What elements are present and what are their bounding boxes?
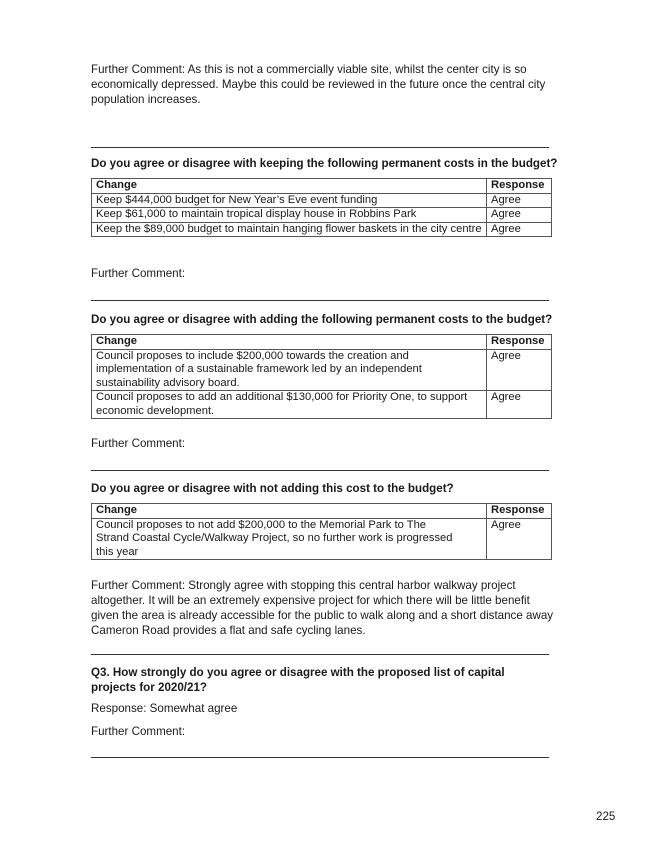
intro-comment — [91, 62, 551, 107]
section2-question-text: Do you agree or disagree with adding the following permanent costs to the budget? — [91, 313, 553, 326]
header-response: Response — [487, 335, 552, 350]
section1-comment — [91, 266, 551, 281]
change-cell: Council proposes to add an additional $130,000 for Priority One, to support economic development. — [92, 391, 487, 419]
response-cell: Agree — [487, 518, 552, 560]
section1-comment-text: Further Comment: — [91, 267, 186, 280]
divider — [91, 654, 549, 655]
change-cell: Keep the $89,000 budget to maintain hanging flower baskets in the city centre — [92, 222, 487, 237]
response-cell: Agree — [487, 193, 552, 208]
header-change: Change — [92, 335, 487, 350]
response-cell: Agree — [487, 391, 552, 419]
table-header-row — [92, 504, 552, 519]
header-change: Change — [92, 179, 487, 194]
table-row — [92, 208, 552, 223]
q3-response-text: Response: Somewhat agree — [91, 702, 238, 715]
table-header-row — [92, 335, 552, 350]
q3-question — [91, 665, 551, 695]
section3-question — [91, 481, 551, 496]
q3-response — [91, 701, 551, 716]
section2-table — [91, 334, 552, 419]
change-cell: Keep $61,000 to maintain tropical display house in Robbins Park — [92, 208, 487, 223]
section2-comment-text: Further Comment: — [91, 437, 186, 450]
change-cell: Keep $444,000 budget for New Year’s Eve event funding — [92, 193, 487, 208]
section3-comment — [91, 578, 557, 638]
table-row — [92, 193, 552, 208]
section3-question-text: Do you agree or disagree with not adding this cost to the budget? — [91, 482, 454, 495]
page-number: 225 — [596, 810, 616, 823]
section3-comment-text: Further Comment: Strongly agree with stopping this central harbor walkway project altogether. It will be an extremely expensive project for which there will be little benefit given the area is already accessible for the public to walk along and a short distance away Cameron Road provides a flat and safe cycling lanes. — [91, 579, 554, 637]
response-cell: Agree — [487, 349, 552, 391]
q3-question-text: Q3. How strongly do you agree or disagree with the proposed list of capital projects for 2020/21? — [91, 666, 505, 694]
section1-table — [91, 178, 552, 237]
table-row — [92, 518, 552, 560]
divider — [91, 147, 549, 148]
divider — [91, 757, 549, 758]
intro-comment-text: Further Comment: As this is not a commercially viable site, whilst the center city is so economically depressed. Maybe this could be reviewed in the future once the central city population increases. — [91, 63, 546, 106]
header-response: Response — [487, 504, 552, 519]
section3-table — [91, 503, 552, 560]
table-header-row — [92, 179, 552, 194]
section2-question — [91, 312, 561, 327]
header-response: Response — [487, 179, 552, 194]
response-cell: Agree — [487, 222, 552, 237]
change-cell: Council proposes to not add $200,000 to the Memorial Park to The Strand Coastal Cycle/Walkway Project, so no further work is progressed this year — [92, 518, 487, 560]
response-cell: Agree — [487, 208, 552, 223]
change-cell: Council proposes to include $200,000 towards the creation and implementation of a sustainable framework led by an independent sustainability advisory board. — [92, 349, 487, 391]
table-row — [92, 222, 552, 237]
header-change: Change — [92, 504, 487, 519]
divider — [91, 300, 549, 301]
q3-comment-text: Further Comment: — [91, 725, 186, 738]
table-row — [92, 349, 552, 391]
section2-comment — [91, 436, 551, 451]
section1-question-text: Do you agree or disagree with keeping the following permanent costs in the budget? — [91, 157, 558, 170]
divider — [91, 470, 549, 471]
section1-question — [91, 156, 561, 171]
table-row — [92, 391, 552, 419]
q3-comment — [91, 724, 551, 739]
